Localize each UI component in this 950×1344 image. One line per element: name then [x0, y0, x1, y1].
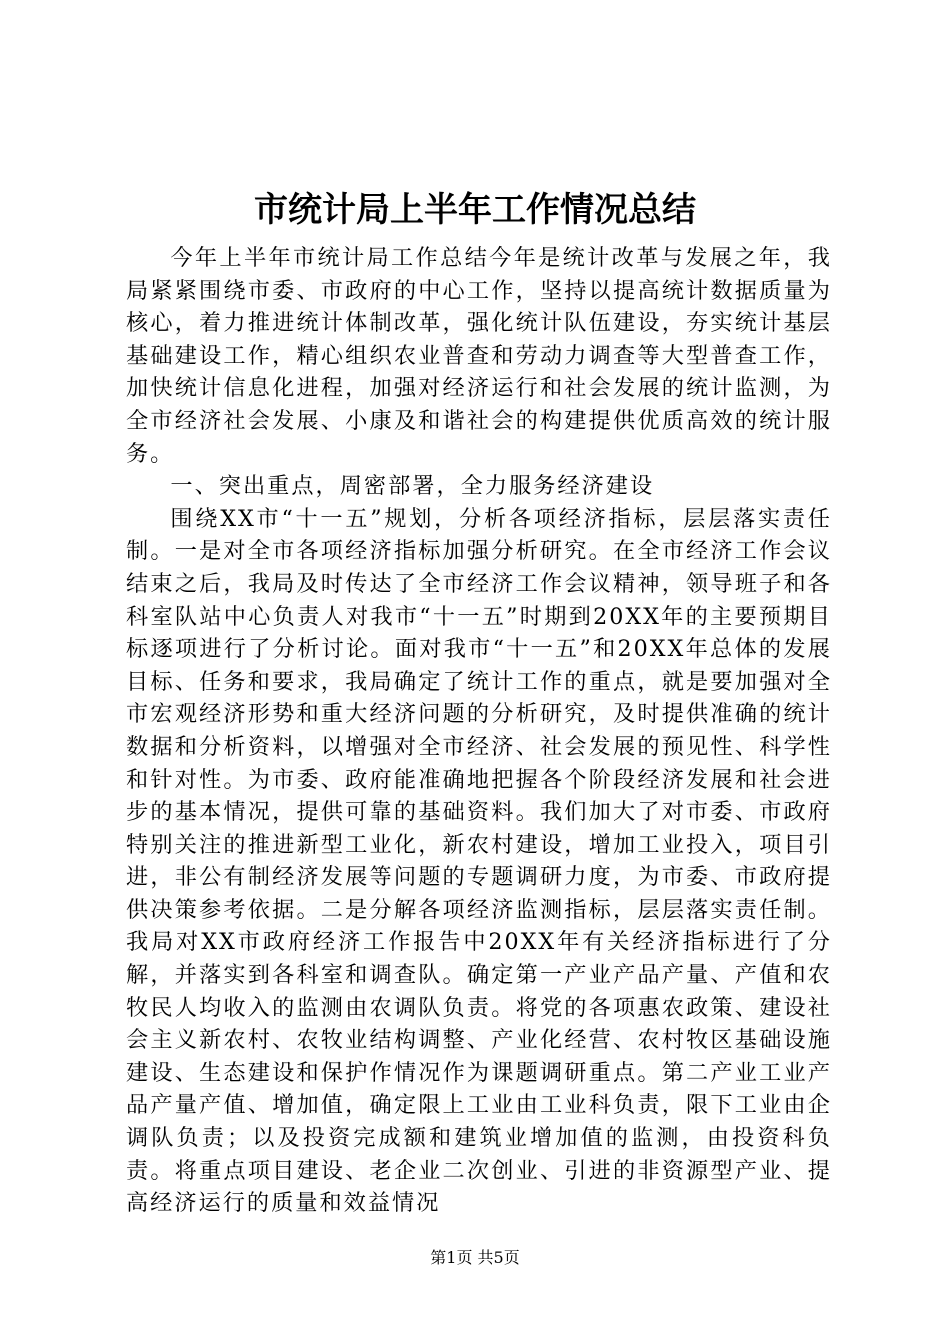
document-title: 市统计局上半年工作情况总结	[254, 190, 696, 230]
section-paragraph: 围绕XX市“十一五”规划，分析各项经济指标，层层落实责任制。一是对全市各项经济指标加强分析研究。在全市经济工作会议结束之后，我局及时传达了全市经济工作会议精神，领导班子和各科室队站中心负责人对我市“十一五”时期到20XX年的主要预期目标逐项进行了分析讨论。面对我市“十一五”和20XX年总体的发展目标、任务和要求，我局确定了统计工作的重点，就是要加强对全市宏观经济形势和重大经济问题的分析研究，及时提供准确的统计数据和分析资料，以增强对全市经济、社会发展的预见性、科学性和针对性。为市委、政府能准确地把握各个阶段经济发展和社会进步的基本情况，提供可靠的基础资料。我们加大了对市委、市政府特别关注的推进新型工业化，新农村建设，增加工业投入，项目引进，非公有制经济发展等问题的专题调研力度，为市委、市政府提供决策参考依据。二是分解各项经济监测指标，层层落实责任制。我局对XX市政府经济工作报告中20XX年有关经济指标进行了分解，并落实到各科室和调查队。确定第一产业产品产量、产值和农牧民人均收入的监测由农调队负责。将党的各项惠农政策、建设社会主义新农村、农牧业结构调整、产业化经营、农村牧区基础设施建设、生态建设和保护作情况作为课题调研重点。第二产业工业产品产量产值、增加值，确定限上工业由工业科负责，限下工业由企调队负责；以及投资完成额和建筑业增加值的监测，由投资科负责。将重点项目建设、老企业二次创业、引进的非资源型产业、提高经济运行的质量和效益情况	[126, 505, 832, 1217]
page-footer: 第1页 共5页	[430, 1248, 520, 1267]
section-heading: 一、突出重点，周密部署，全力服务经济建设	[170, 473, 655, 500]
intro-paragraph: 今年上半年市统计局工作总结今年是统计改革与发展之年，我局紧紧围绕市委、市政府的中心工作，坚持以提高统计数据质量为核心，着力推进统计体制改革，强化统计队伍建设，夯实统计基层基础建设工作，精心组织农业普查和劳动力调查等大型普查工作，加快统计信息化进程，加强对经济运行和社会发展的统计监测，为全市经济社会发展、小康及和谐社会的构建提供优质高效的统计服务。	[126, 245, 832, 467]
document-body	[126, 242, 832, 1220]
